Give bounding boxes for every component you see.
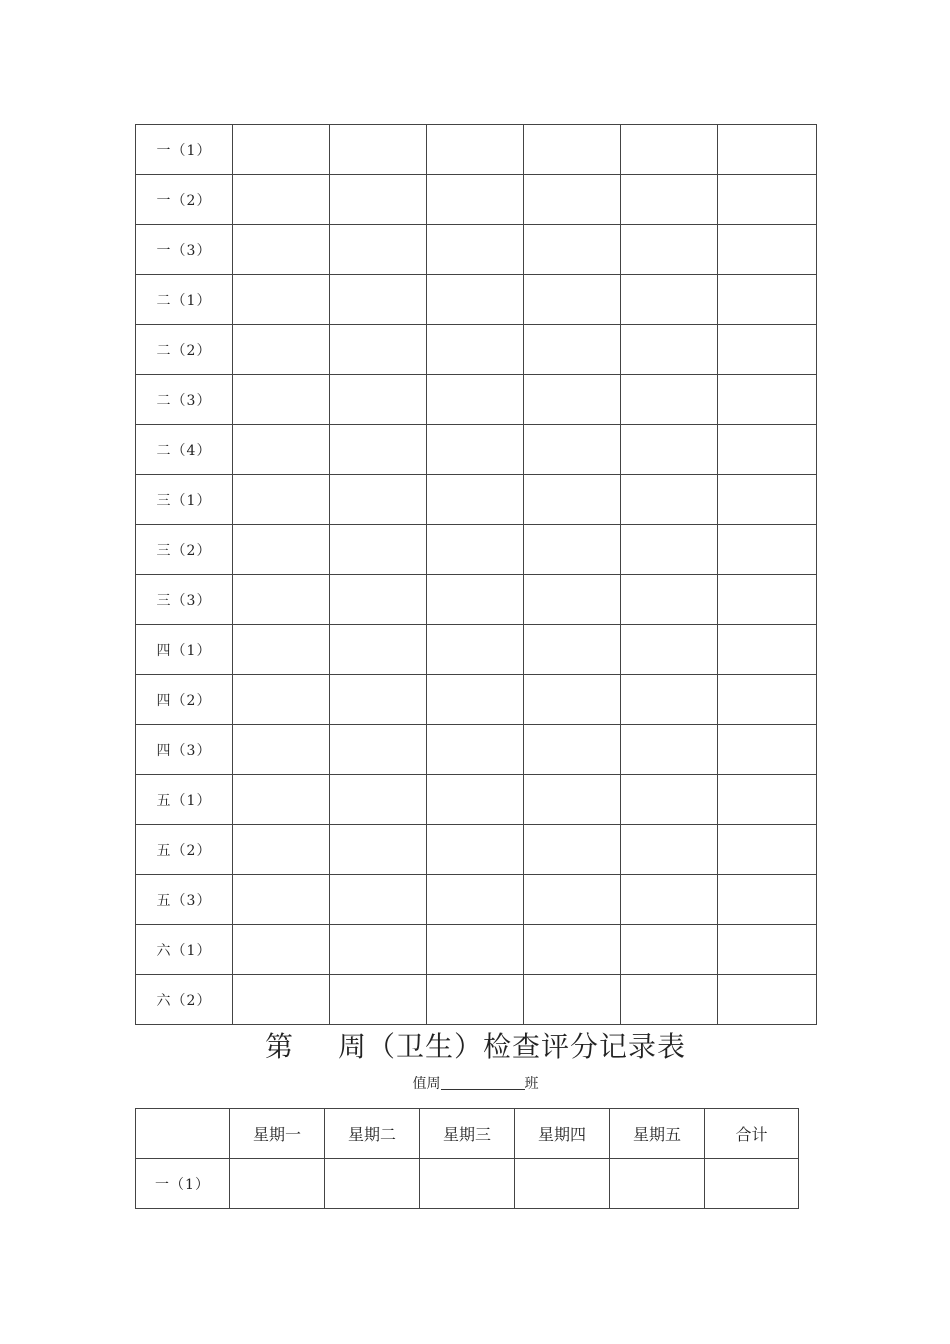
- score-cell[interactable]: [233, 125, 330, 175]
- score-cell[interactable]: [621, 125, 718, 175]
- title-week-prefix: 第: [264, 1030, 294, 1063]
- score-cell[interactable]: [524, 575, 621, 625]
- table-row: [136, 1159, 799, 1209]
- score-cell[interactable]: [621, 475, 718, 525]
- score-cell[interactable]: [610, 1159, 705, 1209]
- score-cell[interactable]: [330, 925, 427, 975]
- class-label: 六（2）: [136, 975, 233, 1025]
- header-row: [136, 1109, 799, 1159]
- class-label: 六（1）: [136, 925, 233, 975]
- score-cell[interactable]: [233, 875, 330, 925]
- table-row: [136, 425, 817, 475]
- title-main: 周（卫生）检查评分记录表: [338, 1030, 687, 1063]
- score-cell[interactable]: [524, 475, 621, 525]
- score-cell[interactable]: [524, 825, 621, 875]
- score-cell[interactable]: [621, 575, 718, 625]
- score-cell[interactable]: [427, 725, 524, 775]
- score-cell[interactable]: [330, 525, 427, 575]
- score-cell[interactable]: [233, 375, 330, 425]
- score-cell[interactable]: [524, 775, 621, 825]
- table-row: [136, 875, 817, 925]
- score-cell[interactable]: [718, 975, 817, 1025]
- table-row: [136, 125, 817, 175]
- duty-class-line: [135, 1073, 816, 1093]
- score-table: [135, 1108, 799, 1209]
- score-cell[interactable]: [233, 825, 330, 875]
- score-cell[interactable]: [621, 875, 718, 925]
- score-cell[interactable]: [233, 525, 330, 575]
- table-row: [136, 275, 817, 325]
- column-header: 星期五: [610, 1109, 705, 1159]
- class-label: 四（2）: [136, 675, 233, 725]
- score-cell[interactable]: [524, 175, 621, 225]
- score-cell[interactable]: [330, 975, 427, 1025]
- class-label: 五（3）: [136, 875, 233, 925]
- column-header: 星期三: [420, 1109, 515, 1159]
- score-cell[interactable]: [621, 925, 718, 975]
- table-row: [136, 375, 817, 425]
- score-cell[interactable]: [621, 275, 718, 325]
- class-label: 四（1）: [136, 625, 233, 675]
- score-cell[interactable]: [427, 675, 524, 725]
- class-label: 二（3）: [136, 375, 233, 425]
- score-cell[interactable]: [621, 425, 718, 475]
- score-cell[interactable]: [233, 975, 330, 1025]
- class-label: 五（1）: [136, 775, 233, 825]
- score-cell[interactable]: [718, 825, 817, 875]
- score-cell[interactable]: [705, 1159, 799, 1209]
- class-label: 三（2）: [136, 525, 233, 575]
- score-cell[interactable]: [718, 275, 817, 325]
- table-row: [136, 625, 817, 675]
- table-row: [136, 825, 817, 875]
- score-cell[interactable]: [621, 375, 718, 425]
- score-cell[interactable]: [233, 325, 330, 375]
- column-header: 星期二: [325, 1109, 420, 1159]
- score-cell[interactable]: [330, 625, 427, 675]
- score-cell[interactable]: [330, 875, 427, 925]
- class-label: 二（1）: [136, 275, 233, 325]
- table-row: [136, 725, 817, 775]
- table-row: [136, 775, 817, 825]
- duty-class-blank[interactable]: [441, 1075, 525, 1090]
- score-cell[interactable]: [233, 225, 330, 275]
- class-label: 五（2）: [136, 825, 233, 875]
- score-cell[interactable]: [524, 925, 621, 975]
- score-cell[interactable]: [718, 525, 817, 575]
- score-cell[interactable]: [524, 375, 621, 425]
- score-cell[interactable]: [524, 325, 621, 375]
- score-cell[interactable]: [621, 975, 718, 1025]
- column-header: 星期四: [515, 1109, 610, 1159]
- class-label: 一（1）: [136, 1159, 230, 1209]
- score-cell[interactable]: [330, 275, 427, 325]
- score-cell[interactable]: [427, 475, 524, 525]
- score-cell[interactable]: [621, 625, 718, 675]
- score-cell[interactable]: [718, 375, 817, 425]
- score-table-continued: [135, 124, 817, 1025]
- score-cell[interactable]: [621, 225, 718, 275]
- score-cell[interactable]: [427, 575, 524, 625]
- table-row: [136, 225, 817, 275]
- score-cell[interactable]: [524, 275, 621, 325]
- score-cell[interactable]: [621, 325, 718, 375]
- score-cell[interactable]: [330, 675, 427, 725]
- score-cell[interactable]: [718, 725, 817, 775]
- score-cell[interactable]: [718, 425, 817, 475]
- table-row: [136, 325, 817, 375]
- score-cell[interactable]: [621, 725, 718, 775]
- score-cell[interactable]: [427, 325, 524, 375]
- score-cell[interactable]: [427, 625, 524, 675]
- duty-suffix: 班: [524, 1076, 539, 1092]
- score-cell[interactable]: [718, 475, 817, 525]
- score-cell[interactable]: [330, 175, 427, 225]
- class-label: 一（2）: [136, 175, 233, 225]
- score-cell[interactable]: [524, 725, 621, 775]
- score-cell[interactable]: [233, 625, 330, 675]
- score-cell[interactable]: [420, 1159, 515, 1209]
- score-cell[interactable]: [515, 1159, 610, 1209]
- score-cell[interactable]: [427, 175, 524, 225]
- score-cell[interactable]: [524, 675, 621, 725]
- table-row: [136, 525, 817, 575]
- score-cell[interactable]: [718, 775, 817, 825]
- score-cell[interactable]: [524, 975, 621, 1025]
- score-cell[interactable]: [621, 675, 718, 725]
- duty-prefix: 值周: [412, 1076, 441, 1092]
- score-cell[interactable]: [427, 525, 524, 575]
- score-cell[interactable]: [718, 325, 817, 375]
- score-cell[interactable]: [330, 425, 427, 475]
- score-cell[interactable]: [427, 375, 524, 425]
- score-cell[interactable]: [325, 1159, 420, 1209]
- score-cell[interactable]: [233, 425, 330, 475]
- table-row: [136, 975, 817, 1025]
- score-cell[interactable]: [524, 525, 621, 575]
- class-label: 二（2）: [136, 325, 233, 375]
- score-cell[interactable]: [330, 725, 427, 775]
- score-cell[interactable]: [718, 575, 817, 625]
- score-cell[interactable]: [718, 125, 817, 175]
- class-label: 一（1）: [136, 125, 233, 175]
- score-cell[interactable]: [718, 625, 817, 675]
- score-cell[interactable]: [330, 475, 427, 525]
- score-cell[interactable]: [427, 875, 524, 925]
- score-cell[interactable]: [524, 425, 621, 475]
- class-label: 三（1）: [136, 475, 233, 525]
- score-cell[interactable]: [718, 675, 817, 725]
- score-cell[interactable]: [427, 775, 524, 825]
- score-cell[interactable]: [427, 425, 524, 475]
- score-cell[interactable]: [718, 925, 817, 975]
- class-label: 四（3）: [136, 725, 233, 775]
- score-cell[interactable]: [427, 275, 524, 325]
- score-cell[interactable]: [427, 975, 524, 1025]
- score-cell[interactable]: [233, 275, 330, 325]
- score-cell[interactable]: [233, 675, 330, 725]
- score-cell[interactable]: [330, 225, 427, 275]
- score-cell[interactable]: [524, 625, 621, 675]
- table-row: [136, 475, 817, 525]
- score-cell[interactable]: [330, 375, 427, 425]
- score-cell[interactable]: [330, 575, 427, 625]
- score-cell[interactable]: [427, 225, 524, 275]
- class-label: 二（4）: [136, 425, 233, 475]
- score-cell[interactable]: [330, 325, 427, 375]
- score-cell[interactable]: [524, 875, 621, 925]
- score-cell[interactable]: [427, 825, 524, 875]
- column-header: 合计: [705, 1109, 799, 1159]
- score-cell[interactable]: [233, 175, 330, 225]
- table-row: [136, 175, 817, 225]
- page-title: [135, 1025, 816, 1065]
- score-cell[interactable]: [524, 225, 621, 275]
- table-row: [136, 575, 817, 625]
- score-cell[interactable]: [233, 475, 330, 525]
- score-cell[interactable]: [330, 125, 427, 175]
- column-header: [136, 1109, 230, 1159]
- score-cell[interactable]: [621, 525, 718, 575]
- score-cell[interactable]: [718, 175, 817, 225]
- class-label: 三（3）: [136, 575, 233, 625]
- score-cell[interactable]: [233, 725, 330, 775]
- score-cell[interactable]: [427, 925, 524, 975]
- score-cell[interactable]: [233, 575, 330, 625]
- score-cell[interactable]: [233, 925, 330, 975]
- table-row: [136, 675, 817, 725]
- score-cell[interactable]: [233, 775, 330, 825]
- column-header: 星期一: [230, 1109, 325, 1159]
- score-cell[interactable]: [230, 1159, 325, 1209]
- score-cell[interactable]: [621, 825, 718, 875]
- score-cell[interactable]: [718, 225, 817, 275]
- score-cell[interactable]: [330, 825, 427, 875]
- score-cell[interactable]: [621, 175, 718, 225]
- score-cell[interactable]: [330, 775, 427, 825]
- class-label: 一（3）: [136, 225, 233, 275]
- table-row: [136, 925, 817, 975]
- score-cell[interactable]: [621, 775, 718, 825]
- score-cell[interactable]: [524, 125, 621, 175]
- score-cell[interactable]: [427, 125, 524, 175]
- score-cell[interactable]: [718, 875, 817, 925]
